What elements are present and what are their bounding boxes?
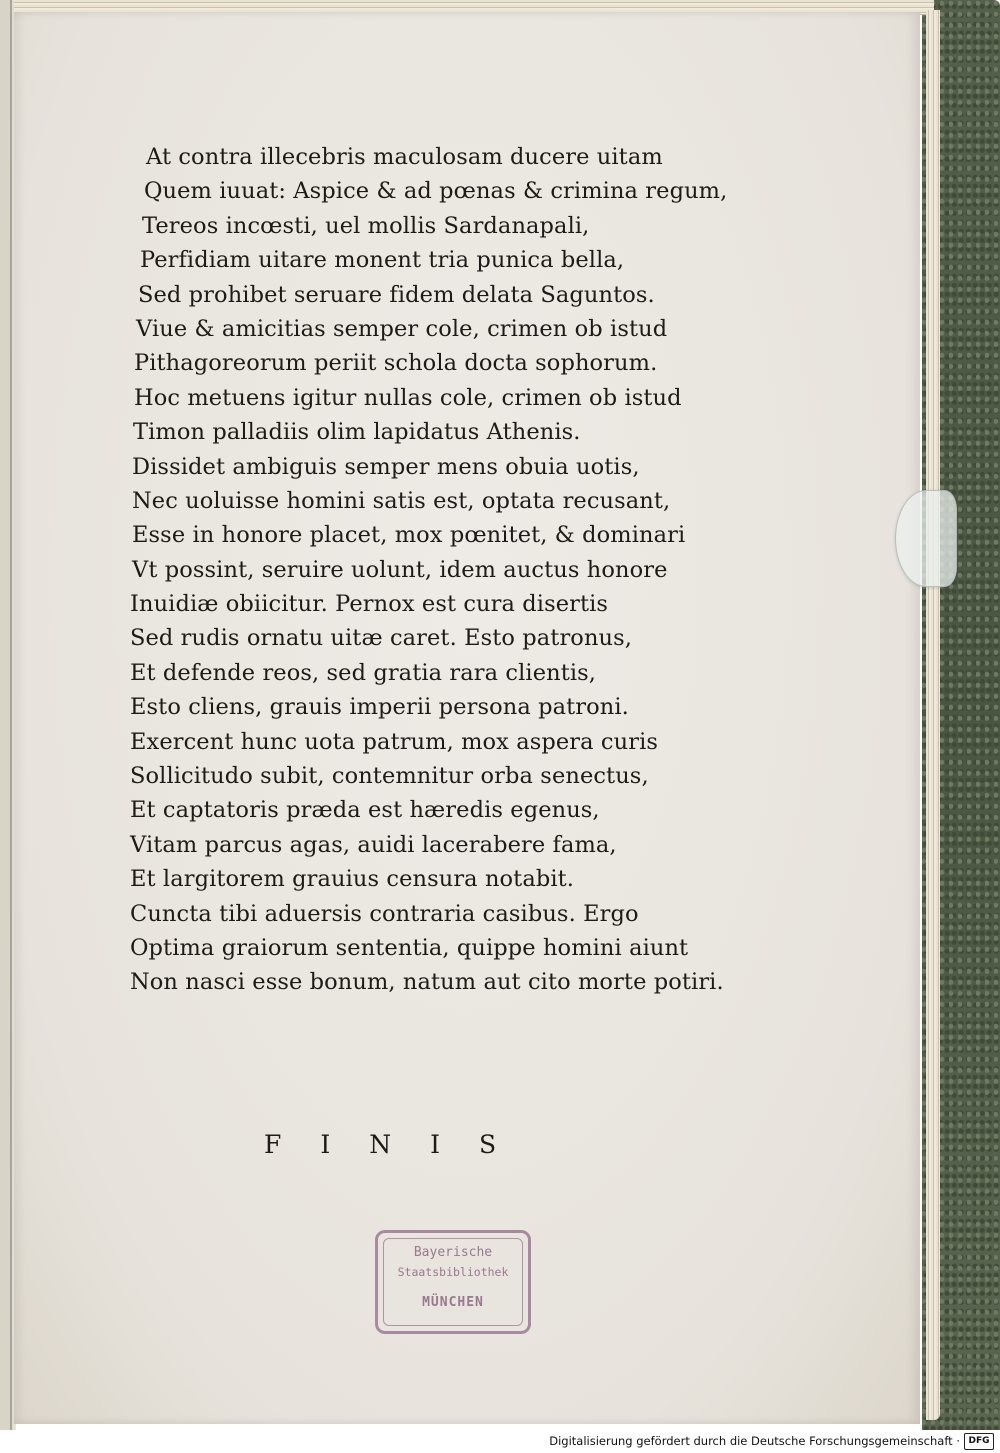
verse-line: At contra illecebris maculosam ducere uitam [146, 144, 663, 170]
verse-line: Sed rudis ornatu uitæ caret. Esto patronus, [130, 625, 633, 652]
page-clip-marker [895, 490, 957, 587]
library-ownership-stamp [375, 1230, 531, 1334]
verse-line: Esto cliens, grauis imperii persona patroni. [130, 694, 629, 721]
verse-line: Et largitorem grauius censura notabit. [130, 866, 575, 893]
verse-line: Nec uoluisse homini satis est, optata recusant, [132, 487, 671, 514]
verse-line: Optima graiorum sententia, quippe homini aiunt [130, 934, 689, 961]
stamp-line-2: Staatsbibliothek [397, 1265, 509, 1279]
digitization-footer [0, 1430, 1000, 1453]
verse-line: Dissidet ambiguis semper mens obuia uotis, [132, 453, 640, 480]
stamp-line-1: Bayerische [413, 1245, 493, 1260]
verse-line: Tereos incœsti, uel mollis Sardanapali, [142, 212, 590, 239]
funding-credit: Digitalisierung gefördert durch die Deutsche Forschungsgemeinschaft · [549, 1434, 960, 1448]
verse-line: Vitam parcus agas, auidi lacerabere fama, [130, 831, 617, 858]
stamp-line-3: MÜNCHEN [422, 1295, 484, 1310]
facing-page-edge [0, 0, 12, 1440]
verse-line: Non nasci esse bonum, natum aut cito morte potiri. [130, 969, 724, 996]
verse-line: Et defende reos, sed gratia rara clientis, [130, 659, 597, 686]
verse-line: Viue & amicitias semper cole, crimen ob istud [136, 315, 668, 342]
page-block-fore-edge [926, 10, 940, 1420]
verse-text-block [130, 140, 770, 1000]
verse-line: Et captatoris præda est hæredis egenus, [130, 797, 600, 824]
verse-line: Vt possint, seruire uolunt, idem auctus honore [132, 556, 668, 583]
verse-line: Sollicitudo subit, contemnitur orba senectus, [130, 763, 649, 790]
finis-colophon: FINIS [264, 1130, 536, 1159]
verse-line: Sed prohibet seruare fidem delata Saguntos. [138, 281, 655, 308]
verse-line: Esse in honore placet, mox pœnitet, & dominari [132, 522, 686, 549]
verse-line: Pithagoreorum periit schola docta sophorum. [134, 350, 658, 377]
verse-line: Cuncta tibi aduersis contraria casibus. Ergo [130, 900, 639, 927]
verse-line: Timon palladiis olim lapidatus Athenis. [133, 419, 581, 446]
verse-line: Quem iuuat: Aspice & ad pœnas & crimina regum, [144, 178, 728, 205]
dfg-logo-icon: DFG [964, 1433, 994, 1450]
verse-line: Perfidiam uitare monent tria punica bella, [140, 247, 625, 274]
verse-line: Hoc metuens igitur nullas cole, crimen ob istud [134, 384, 682, 411]
verse-line: Exercent hunc uota patrum, mox aspera curis [130, 728, 659, 755]
verse-line: Inuidiæ obiicitur. Pernox est cura disertis [130, 591, 609, 618]
